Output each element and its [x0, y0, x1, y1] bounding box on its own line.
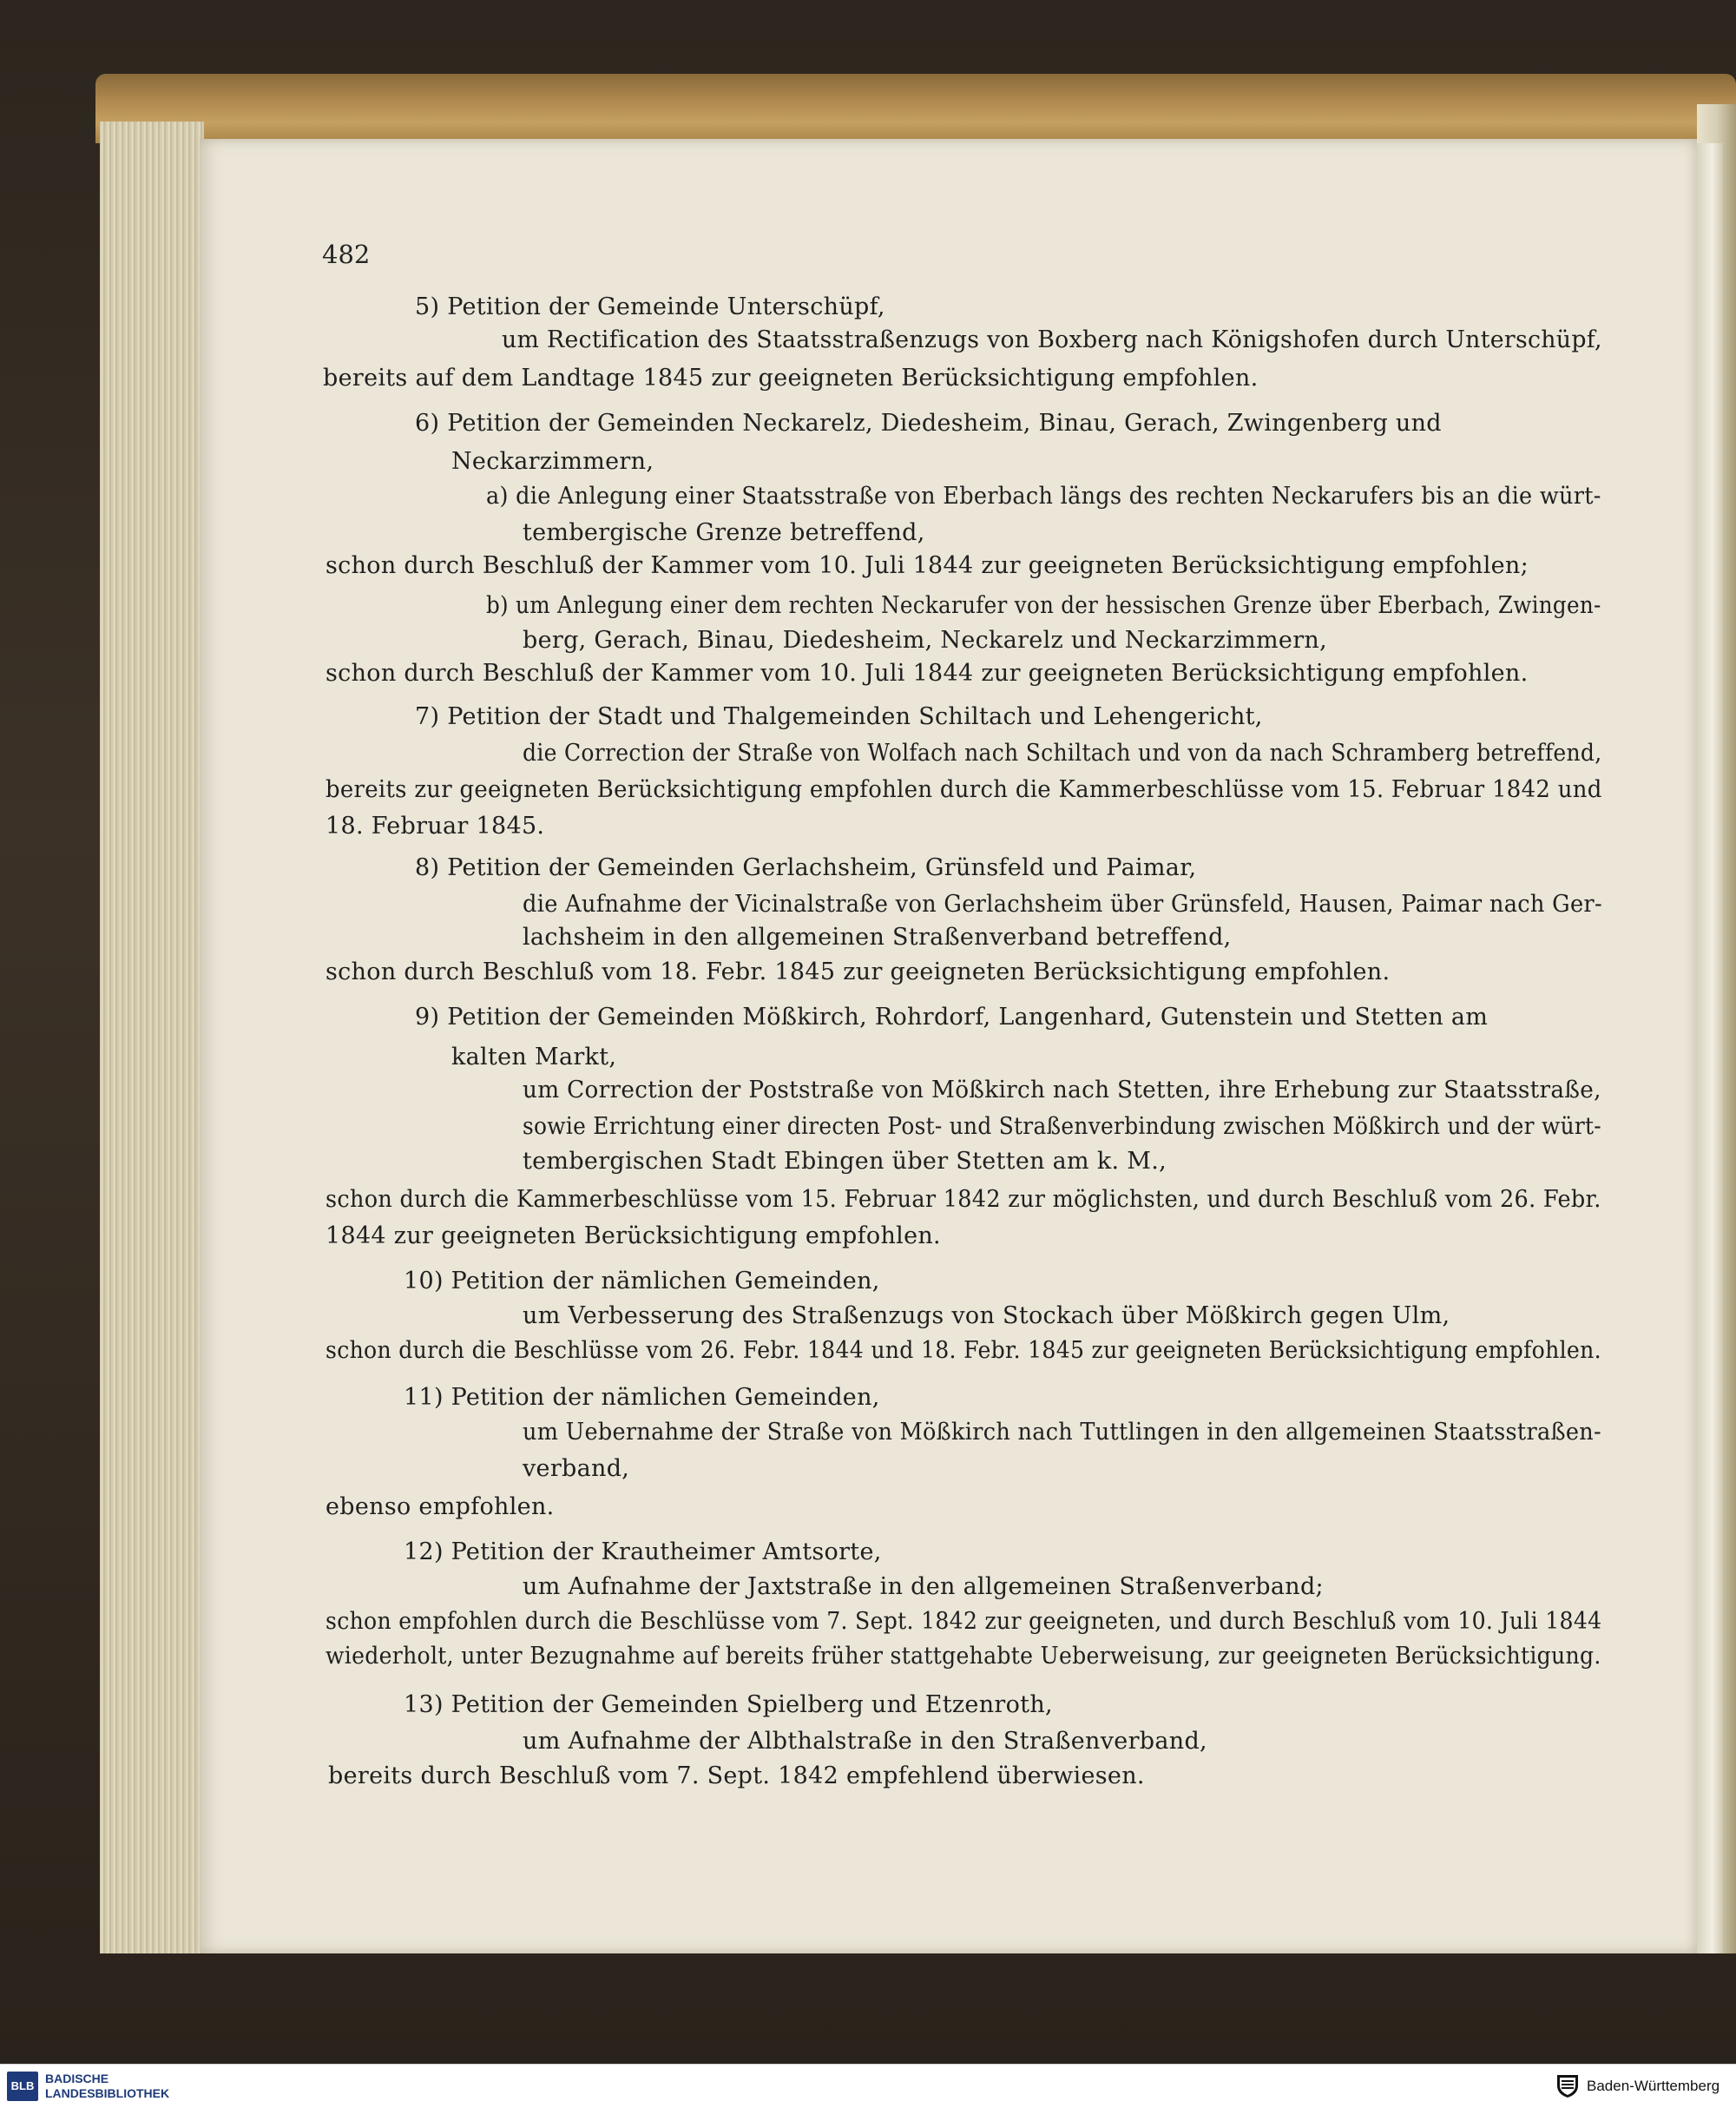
- text-line: um Uebernahme der Straße von Mößkirch nach Tuttlingen in den allgemeinen Staatsstraßen-: [523, 1419, 1601, 1446]
- blb-library-name: [45, 2072, 169, 2101]
- blb-logo: BLB: [7, 2072, 38, 2101]
- text-line: berg, Gerach, Binau, Diedesheim, Neckarelz und Neckarzimmern,: [523, 627, 1327, 654]
- text-line: schon durch die Kammerbeschlüsse vom 15. Februar 1842 zur möglichsten, und durch Beschluß vom 26. Febr.: [326, 1186, 1601, 1213]
- text-line: 13) Petition der Gemeinden Spielberg und Etzenroth,: [404, 1691, 1053, 1718]
- page-stack-edge: [100, 122, 204, 1953]
- facing-page-curl: [1697, 143, 1723, 1953]
- text-line: a) die Anlegung einer Staatsstraße von Eberbach längs des rechten Neckarufers bis an die würt-: [486, 483, 1601, 510]
- text-line: ebenso empfohlen.: [326, 1493, 555, 1520]
- text-line: tembergische Grenze betreffend,: [523, 519, 925, 546]
- text-line: um Aufnahme der Jaxtstraße in den allgemeinen Straßenverband;: [523, 1573, 1324, 1600]
- text-line: die Correction der Straße von Wolfach nach Schiltach und von da nach Schramberg betreffend,: [523, 740, 1602, 767]
- text-line: 10) Petition der nämlichen Gemeinden,: [404, 1268, 880, 1294]
- text-line: bereits auf dem Landtage 1845 zur geeigneten Berücksichtigung empfohlen.: [323, 365, 1259, 392]
- text-line: bereits durch Beschluß vom 7. Sept. 1842 empfehlend überwiesen.: [328, 1762, 1145, 1789]
- text-line: Neckarzimmern,: [451, 448, 654, 475]
- text-line: die Aufnahme der Vicinalstraße von Gerlachsheim über Grünsfeld, Hausen, Paimar nach Ger-: [523, 891, 1602, 918]
- blb-line-1: BADISCHE: [45, 2072, 109, 2085]
- text-line: 9) Petition der Gemeinden Mößkirch, Rohrdorf, Langenhard, Gutenstein und Stetten am: [415, 1004, 1489, 1031]
- text-line: b) um Anlegung einer dem rechten Neckarufer von der hessischen Grenze über Eberbach, Zwingen-: [486, 592, 1601, 619]
- text-line: 11) Petition der nämlichen Gemeinden,: [404, 1384, 880, 1411]
- text-line: lachsheim in den allgemeinen Straßenverband betreffend,: [523, 924, 1232, 951]
- text-line: 1844 zur geeigneten Berücksichtigung empfohlen.: [326, 1222, 941, 1249]
- page-number: 482: [322, 240, 371, 269]
- text-line: tembergischen Stadt Ebingen über Stetten am k. M.,: [523, 1148, 1167, 1175]
- text-line: verband,: [523, 1455, 630, 1482]
- baden-wuerttemberg-label: Baden-Württemberg: [1587, 2078, 1720, 2094]
- text-line: um Verbesserung des Straßenzugs von Stockach über Mößkirch gegen Ulm,: [523, 1302, 1450, 1329]
- text-line: schon empfohlen durch die Beschlüsse vom 7. Sept. 1842 zur geeigneten, und durch Beschluß vom 10. Juli 1844: [326, 1608, 1602, 1635]
- book-top-edge: [95, 74, 1736, 143]
- text-line: schon durch Beschluß vom 18. Febr. 1845 zur geeigneten Berücksichtigung empfohlen.: [326, 958, 1391, 985]
- text-line: bereits zur geeigneten Berücksichtigung empfohlen durch die Kammerbeschlüsse vom 15. Februar 1842 und: [326, 776, 1602, 803]
- text-line: 8) Petition der Gemeinden Gerlachsheim, Grünsfeld und Paimar,: [415, 854, 1197, 881]
- text-line: 5) Petition der Gemeinde Unterschüpf,: [415, 293, 885, 320]
- text-line: 12) Petition der Krautheimer Amtsorte,: [404, 1538, 882, 1565]
- text-line: kalten Markt,: [451, 1044, 617, 1070]
- text-line: 18. Februar 1845.: [326, 813, 545, 840]
- text-line: schon durch Beschluß der Kammer vom 10. Juli 1844 zur geeigneten Berücksichtigung empfohlen;: [326, 552, 1529, 579]
- footer-bar: [0, 2064, 1736, 2108]
- text-line: 6) Petition der Gemeinden Neckarelz, Diedesheim, Binau, Gerach, Zwingenberg und: [415, 410, 1442, 437]
- text-line: 7) Petition der Stadt und Thalgemeinden Schiltach und Lehengericht,: [415, 703, 1263, 730]
- baden-wuerttemberg-crest-icon: [1554, 2073, 1581, 2099]
- blb-line-2: LANDESBIBLIOTHEK: [45, 2086, 170, 2100]
- text-line: schon durch die Beschlüsse vom 26. Febr. 1844 und 18. Febr. 1845 zur geeigneten Berücksichtigung empfohlen.: [326, 1337, 1601, 1364]
- text-line: um Correction der Poststraße von Mößkirch nach Stetten, ihre Erhebung zur Staatsstraße,: [523, 1077, 1601, 1103]
- text-line: schon durch Beschluß der Kammer vom 10. Juli 1844 zur geeigneten Berücksichtigung empfohlen.: [326, 660, 1529, 687]
- text-line: sowie Errichtung einer directen Post- und Straßenverbindung zwischen Mößkirch und der würt-: [523, 1113, 1601, 1140]
- text-line: wiederholt, unter Bezugnahme auf bereits früher stattgehabte Ueberweisung, zur geeigneten Berücksichtigung.: [326, 1643, 1601, 1670]
- text-line: um Rectification des Staatsstraßenzugs von Boxberg nach Königshofen durch Unterschüpf,: [502, 326, 1602, 353]
- text-line: um Aufnahme der Albthalstraße in den Straßenverband,: [523, 1728, 1207, 1755]
